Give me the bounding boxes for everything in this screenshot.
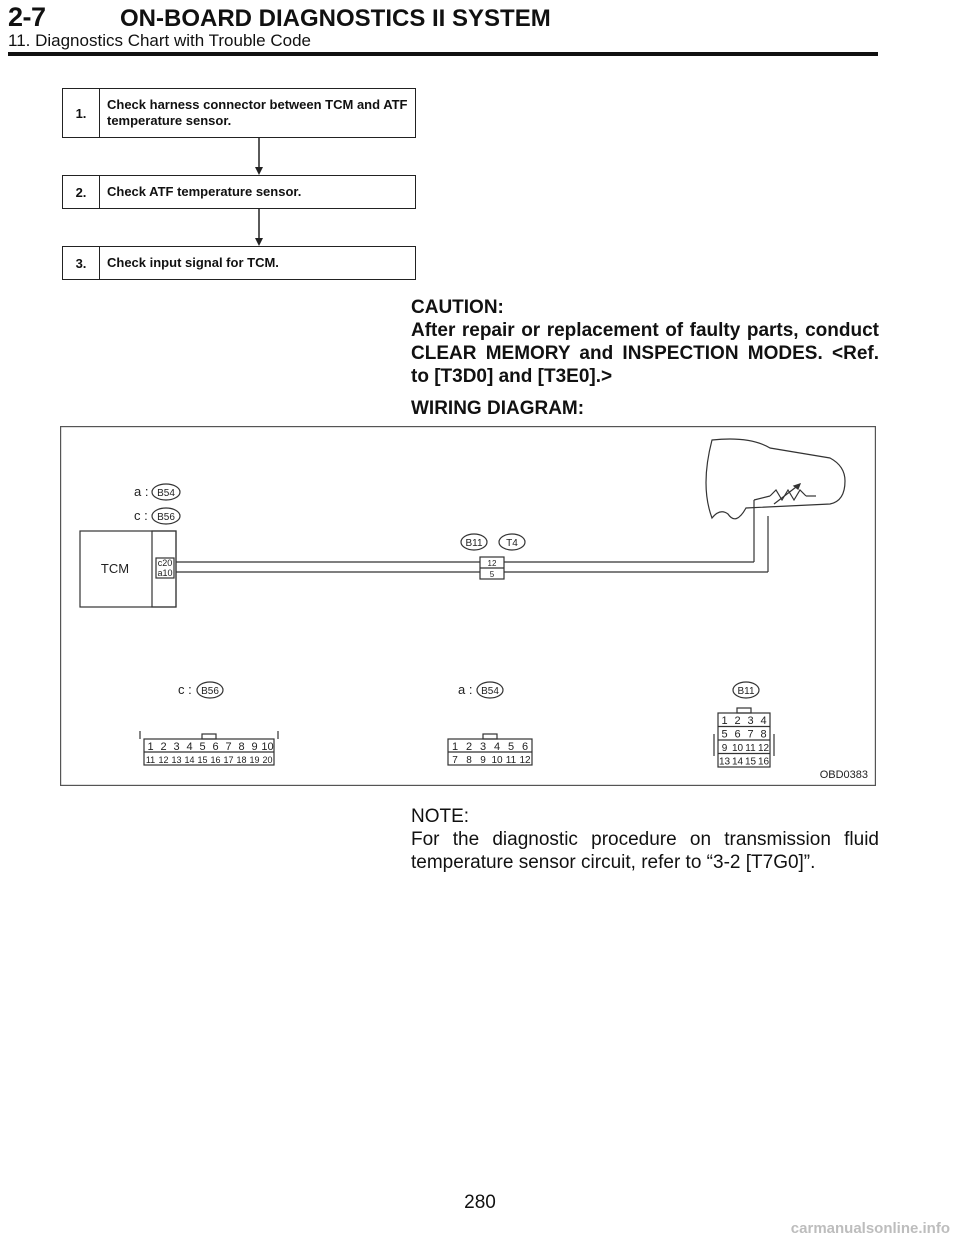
svg-text:9: 9 [251, 741, 258, 753]
svg-text:B56: B56 [157, 512, 175, 523]
svg-text:10: 10 [731, 743, 744, 754]
caution-heading: CAUTION: [411, 297, 504, 318]
svg-text:12: 12 [158, 755, 169, 765]
svg-text:15: 15 [197, 755, 208, 765]
svg-text:c :: c : [178, 682, 192, 697]
svg-text:2: 2 [160, 741, 167, 753]
svg-text:B54: B54 [157, 488, 175, 499]
svg-text:11: 11 [745, 743, 756, 754]
flow-arrow [250, 208, 270, 248]
svg-text:17: 17 [223, 755, 234, 765]
svg-text:6: 6 [212, 741, 219, 753]
svg-text:T4: T4 [506, 538, 518, 549]
step-box-2 [62, 175, 416, 209]
svg-text:8: 8 [760, 728, 767, 741]
legend-a [134, 484, 180, 500]
svg-text:5: 5 [199, 741, 206, 753]
svg-text:9: 9 [721, 743, 728, 754]
svg-text:c :: c : [134, 508, 148, 523]
svg-text:7: 7 [747, 728, 754, 741]
svg-text:B54: B54 [481, 686, 499, 697]
svg-text:10: 10 [261, 741, 274, 753]
svg-text:4: 4 [760, 715, 767, 727]
svg-text:13: 13 [718, 756, 731, 768]
svg-text:a10: a10 [157, 568, 173, 578]
watermark: carmanualsonline.info [790, 1220, 950, 1237]
svg-text:5: 5 [507, 741, 515, 753]
svg-text:4: 4 [186, 741, 193, 753]
svg-text:15: 15 [744, 756, 757, 768]
svg-text:3: 3 [173, 741, 180, 753]
svg-text:1: 1 [451, 741, 459, 753]
step-text: Check input signal for TCM. [107, 254, 279, 270]
svg-text:13: 13 [171, 755, 182, 765]
step-number: 2. [63, 176, 100, 208]
svg-text:14: 14 [184, 755, 195, 765]
figure-id: OBD0383 [819, 769, 868, 781]
connector-b11-pins [719, 715, 770, 768]
note-block [411, 805, 879, 874]
svg-text:4: 4 [493, 741, 501, 753]
svg-text:18: 18 [236, 755, 247, 765]
step-text: Check ATF temperature sensor. [107, 183, 302, 199]
section-number: 2-7 [8, 2, 46, 32]
svg-text:B11: B11 [465, 538, 483, 549]
svg-text:16: 16 [210, 755, 221, 765]
svg-text:8: 8 [238, 741, 245, 753]
wiring-heading: WIRING DIAGRAM: [411, 398, 585, 419]
step-box-1 [62, 88, 416, 138]
svg-text:B11: B11 [737, 686, 755, 697]
svg-text:a :: a : [134, 484, 149, 499]
svg-text:2: 2 [465, 741, 473, 753]
step-number: 3. [63, 247, 100, 279]
caution-block [411, 296, 879, 388]
svg-text:7: 7 [225, 741, 232, 753]
svg-text:12: 12 [487, 559, 497, 568]
page-number: 280 [464, 1192, 496, 1213]
section-subtitle: 11. Diagnostics Chart with Trouble Code [8, 31, 312, 50]
svg-text:5: 5 [721, 728, 728, 741]
svg-text:16: 16 [757, 756, 770, 768]
page-title: ON-BOARD DIAGNOSTICS II SYSTEM [120, 5, 551, 32]
step-number: 1. [63, 89, 100, 137]
svg-text:B56: B56 [201, 686, 219, 697]
svg-text:3: 3 [747, 715, 754, 727]
svg-text:1: 1 [147, 741, 154, 753]
svg-text:19: 19 [249, 755, 260, 765]
note-heading: NOTE: [411, 806, 470, 827]
svg-text:7: 7 [452, 755, 458, 766]
svg-text:20: 20 [262, 755, 273, 765]
caution-text: After repair or replacement of faulty parts, conduct CLEAR MEMORY and INSPECTION MODES. <Ref. to [T3D0] and [T3E0].> [411, 320, 879, 387]
connector-a-pins [452, 741, 531, 766]
step-text: Check harness connector between TCM and ATF temperature sensor. [107, 96, 408, 128]
step-box-3 [62, 246, 416, 280]
svg-text:12: 12 [519, 755, 531, 766]
svg-text:12: 12 [757, 743, 770, 754]
svg-text:a :: a : [458, 682, 473, 697]
transmission-atf-sensor [706, 439, 845, 519]
connector-c-pins [146, 741, 274, 765]
svg-text:2: 2 [734, 715, 741, 727]
connector-a-b54 [448, 682, 532, 765]
svg-text:8: 8 [466, 755, 472, 766]
header-rule [8, 52, 878, 56]
svg-text:c20: c20 [157, 558, 173, 568]
svg-text:9: 9 [480, 755, 486, 766]
tcm-module [80, 531, 176, 607]
svg-text:6: 6 [521, 741, 529, 753]
wire-harness [176, 500, 768, 572]
flow-arrow [250, 137, 270, 177]
svg-text:11: 11 [145, 755, 156, 765]
note-text: For the diagnostic procedure on transmission fluid temperature sensor circuit, refer to “3-2 [T7G0]”. [411, 829, 879, 873]
svg-text:14: 14 [731, 756, 744, 768]
svg-text:TCM: TCM [100, 561, 130, 576]
svg-text:3: 3 [479, 741, 487, 753]
svg-text:10: 10 [491, 755, 503, 766]
svg-text:5: 5 [489, 570, 495, 579]
svg-text:1: 1 [721, 715, 728, 727]
wiring-diagram [60, 426, 876, 786]
svg-text:11: 11 [505, 755, 517, 766]
legend-c [134, 508, 180, 524]
svg-text:6: 6 [734, 728, 741, 741]
